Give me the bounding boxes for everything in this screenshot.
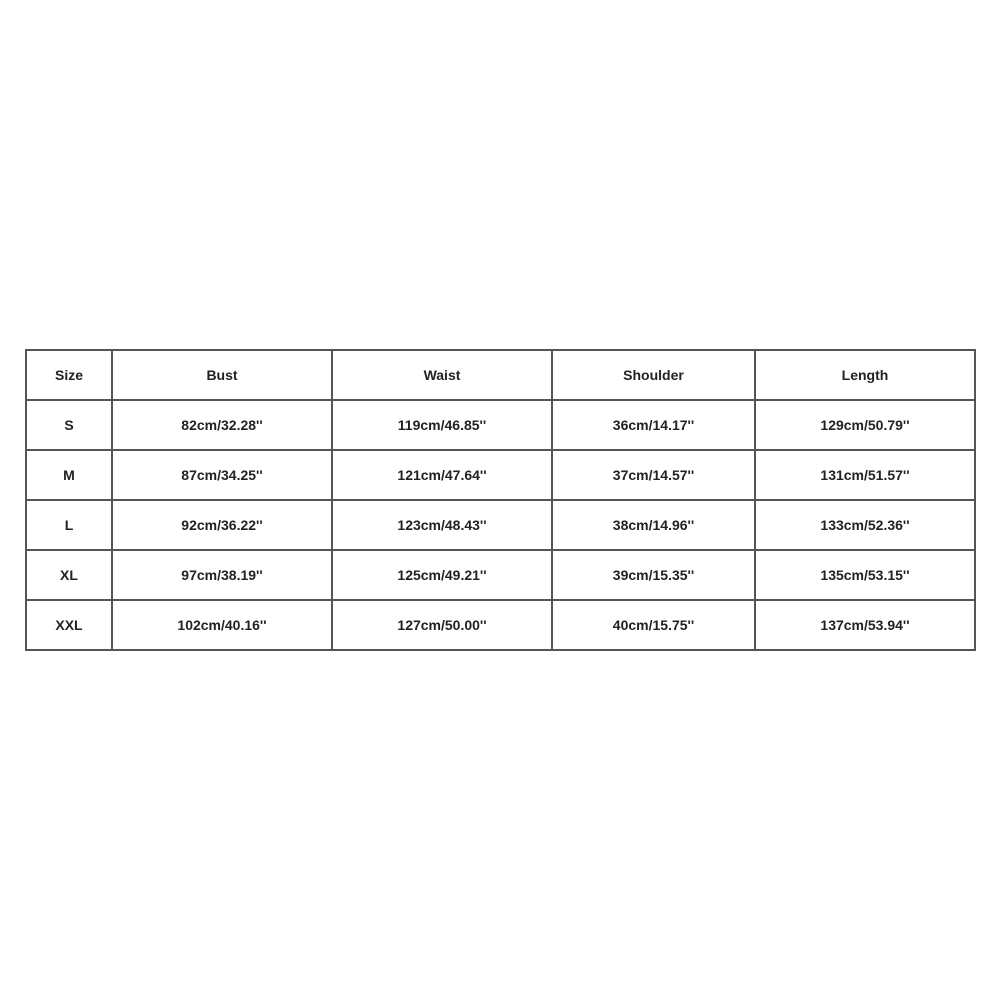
table-row bbox=[26, 600, 975, 650]
header-bust: Bust bbox=[112, 350, 332, 400]
cell-length: 131cm/51.57'' bbox=[755, 450, 975, 500]
cell-shoulder: 40cm/15.75'' bbox=[552, 600, 755, 650]
header-shoulder: Shoulder bbox=[552, 350, 755, 400]
cell-shoulder: 36cm/14.17'' bbox=[552, 400, 755, 450]
cell-length: 135cm/53.15'' bbox=[755, 550, 975, 600]
cell-bust: 87cm/34.25'' bbox=[112, 450, 332, 500]
cell-size: XXL bbox=[26, 600, 112, 650]
cell-bust: 92cm/36.22'' bbox=[112, 500, 332, 550]
cell-size: S bbox=[26, 400, 112, 450]
cell-waist: 123cm/48.43'' bbox=[332, 500, 552, 550]
header-length: Length bbox=[755, 350, 975, 400]
cell-waist: 121cm/47.64'' bbox=[332, 450, 552, 500]
cell-bust: 102cm/40.16'' bbox=[112, 600, 332, 650]
cell-waist: 127cm/50.00'' bbox=[332, 600, 552, 650]
cell-length: 133cm/52.36'' bbox=[755, 500, 975, 550]
cell-length: 137cm/53.94'' bbox=[755, 600, 975, 650]
header-size: Size bbox=[26, 350, 112, 400]
cell-bust: 97cm/38.19'' bbox=[112, 550, 332, 600]
table-row bbox=[26, 550, 975, 600]
cell-bust: 82cm/32.28'' bbox=[112, 400, 332, 450]
cell-length: 129cm/50.79'' bbox=[755, 400, 975, 450]
header-waist: Waist bbox=[332, 350, 552, 400]
table-row bbox=[26, 450, 975, 500]
size-chart-table bbox=[25, 349, 976, 651]
cell-size: L bbox=[26, 500, 112, 550]
table-row bbox=[26, 500, 975, 550]
cell-size: M bbox=[26, 450, 112, 500]
table-header-row bbox=[26, 350, 975, 400]
cell-shoulder: 37cm/14.57'' bbox=[552, 450, 755, 500]
cell-waist: 125cm/49.21'' bbox=[332, 550, 552, 600]
cell-shoulder: 39cm/15.35'' bbox=[552, 550, 755, 600]
cell-waist: 119cm/46.85'' bbox=[332, 400, 552, 450]
cell-size: XL bbox=[26, 550, 112, 600]
table-row bbox=[26, 400, 975, 450]
cell-shoulder: 38cm/14.96'' bbox=[552, 500, 755, 550]
